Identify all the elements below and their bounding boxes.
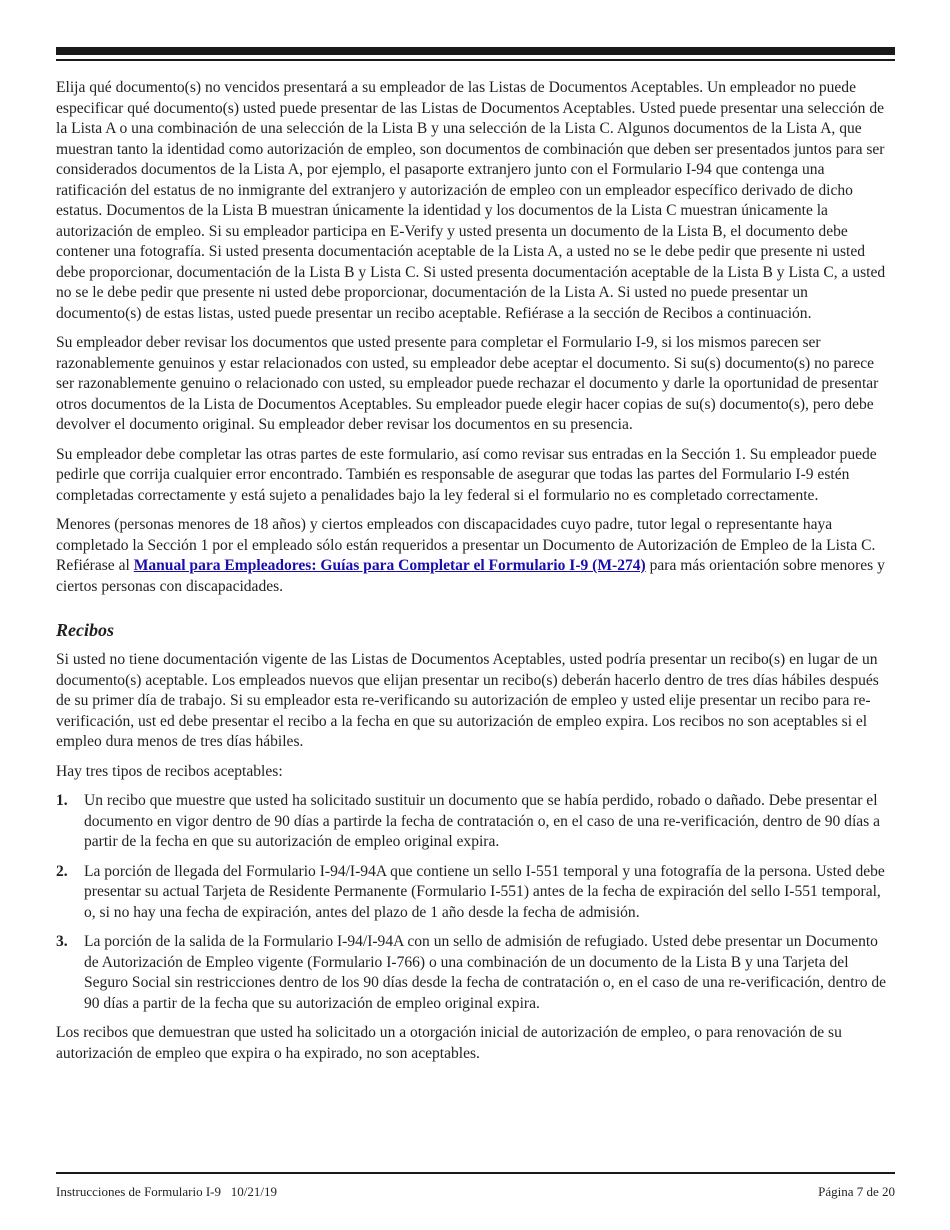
receipts-types-intro: Hay tres tipos de recibos aceptables: <box>56 762 283 780</box>
paragraph-minors <box>56 515 895 597</box>
receipts-heading: Recibos <box>56 620 114 640</box>
list-item <box>56 932 895 1014</box>
paragraph-acceptable-documents: Elija qué documento(s) no vencidos presentará a su empleador de las Listas de Documentos Aceptables. Un empleador no puede especificar qué documento(s) usted puede presentar de las Listas de Documentos Aceptables. Usted puede presentar una selección de la Lista A o una combinación de una selección de la Lista B y una selección de la Lista C. Algunos documentos de la Lista A, que muestran tanto la identidad como autorización de empleo, son documentos de combinación que deben ser presentados juntos para ser considerados documentos de la Lista A, por ejemplo, el pasaporte extranjero junto con el Formulario I-94 que contenga una ratificación del estatus de no inmigrante del extranjero y autorización de empleo con un empleador específico derivado de dicho estatus. Documentos de la Lista B muestran únicamente la identidad y los documentos de la Lista C muestran únicamente la autorización de empleo. Si su empleador participa en E-Verify y usted presenta un documento de la Lista B, el documento debe contener una fotografía. Si usted presenta documentación aceptable de la Lista A, a usted no se le debe pedir que presente ni usted debe proporcionar, documentación de la Lista B y Lista C. Si usted presenta documentación aceptable de la Lista B y Lista C, a usted no se le debe pedir que presente ni usted debe proporcionar, documentación de la Lista A. Si usted no puede presentar un documento(s) de estas listas, usted puede presentar un recibo aceptable. Refiérase a la sección de Recibos a continuación. <box>56 79 886 322</box>
footer-rule <box>56 1172 895 1174</box>
page-content <box>56 78 895 1073</box>
paragraph-employer-review: Su empleador deber revisar los documentos que usted presente para completar el Formulario I-9, si los mismos parecen ser razonablemente genuinos y estar relacionados con usted, su empleador debe aceptar el documento. Si su(s) documento(s) no parece ser razonablemente genuino o relacionado con usted, su empleador puede rechazar el documento y darle la oportunidad de presentar otros documentos de la Lista de Documentos Aceptables. Su empleador puede elegir hacer copias de su(s) documento(s), pero debe devolver el documento original. Su empleador deber revisar los documentos en su presencia. <box>56 334 879 433</box>
minors-text-after: para más orientación sobre menores y ciertos personas con discapacidades. <box>56 557 885 595</box>
receipt-types-list <box>56 791 895 1014</box>
list-item <box>56 791 895 853</box>
list-item-text: La porción de llegada del Formulario I-94/I-94A que contiene un sello I-551 temporal y una fotografía de la persona. Usted debe presentar su actual Tarjeta de Residente Permanente (Formulario I-551) antes de la fecha de expiración del sello I-551 temporal, o, si no hay una fecha de expiración, antes del plazo de 1 año desde la fecha de admisión. <box>84 862 885 921</box>
receipts-closing: Los recibos que demuestran que usted ha solicitado un a otorgación inicial de autorización de empleo, o para renovación de su autorización de empleo que expira o ha expirado, no son aceptables. <box>56 1024 842 1062</box>
paragraph-employer-completion: Su empleador debe completar las otras partes de este formulario, así como revisar sus entradas en la Sección 1. Su empleador puede pedirle que corrija cualquier error encontrado. También es responsable de asegurar que todas las partes del Formulario I-9 estén completadas correctamente y está sujeto a penalidades bajo la ley federal si el formulario no es completado correctamente. <box>56 445 877 504</box>
list-item <box>56 862 895 924</box>
list-item-number: 1. <box>56 792 68 809</box>
receipts-intro: Si usted no tiene documentación vigente de las Listas de Documentos Aceptables, usted podría presentar un recibo(s) en lugar de un documento(s) aceptable. Los empleados nuevos que elijan presentar un recibo(s) deberán hacerlo dentro de tres días hábiles después de su primer día de trabajo. Si su empleador esta re-verificando su autorización de empleo y usted elije presentar un recibo para re-verificación, ust ed debe presentar el recibo a la fecha en que su autorización de empleo expira. Los recibos no son aceptables si el empleo dura menos de tres días hábiles. <box>56 651 879 750</box>
page-footer <box>56 1184 895 1200</box>
list-item-number: 3. <box>56 933 68 950</box>
m274-manual-link[interactable]: Manual para Empleadores: Guías para Completar el Formulario I-9 (M-274) <box>133 557 646 574</box>
page-number: Página 7 de 20 <box>818 1184 895 1199</box>
footer-form-info: Instrucciones de Formulario I-9 10/21/19 <box>56 1184 277 1199</box>
list-item-text: Un recibo que muestre que usted ha solicitado sustituir un documento que se había perdido, robado o dañado. Debe presentar el documento en vigor dentro de 90 días a partirde la fecha de contratación o, en el caso de una re-verificación, dentro de 90 días a partir de la fecha en que su autorización de empleo original expira. <box>84 792 881 850</box>
list-item-text: La porción de la salida de la Formulario I-94/I-94A con un sello de admisión de refugiado. Usted debe presentar un Documento de Autorización de Empleo vigente (Formulario I-766) o una combinación de un documento de la Lista B y una Tarjeta del Seguro Social sin restricciones dentro de los 90 días desde la fecha de contratación o, en el caso de una re-verificación, dentro de 90 días a partir de la fecha que su autorización de empleo original expira. <box>84 933 887 1012</box>
list-item-number: 2. <box>56 862 68 880</box>
header-rule-thick <box>56 47 895 55</box>
header-rule-thin <box>56 59 895 61</box>
minors-text-before: Menores (personas menores de 18 años) y ciertos empleados con discapacidades cuyo padre, tutor legal o representante haya completado la Sección 1 por el empleado sólo están requeridos a presentar un Documento de Autorización de Empleo de la Lista C. Refiérase al <box>56 516 876 574</box>
